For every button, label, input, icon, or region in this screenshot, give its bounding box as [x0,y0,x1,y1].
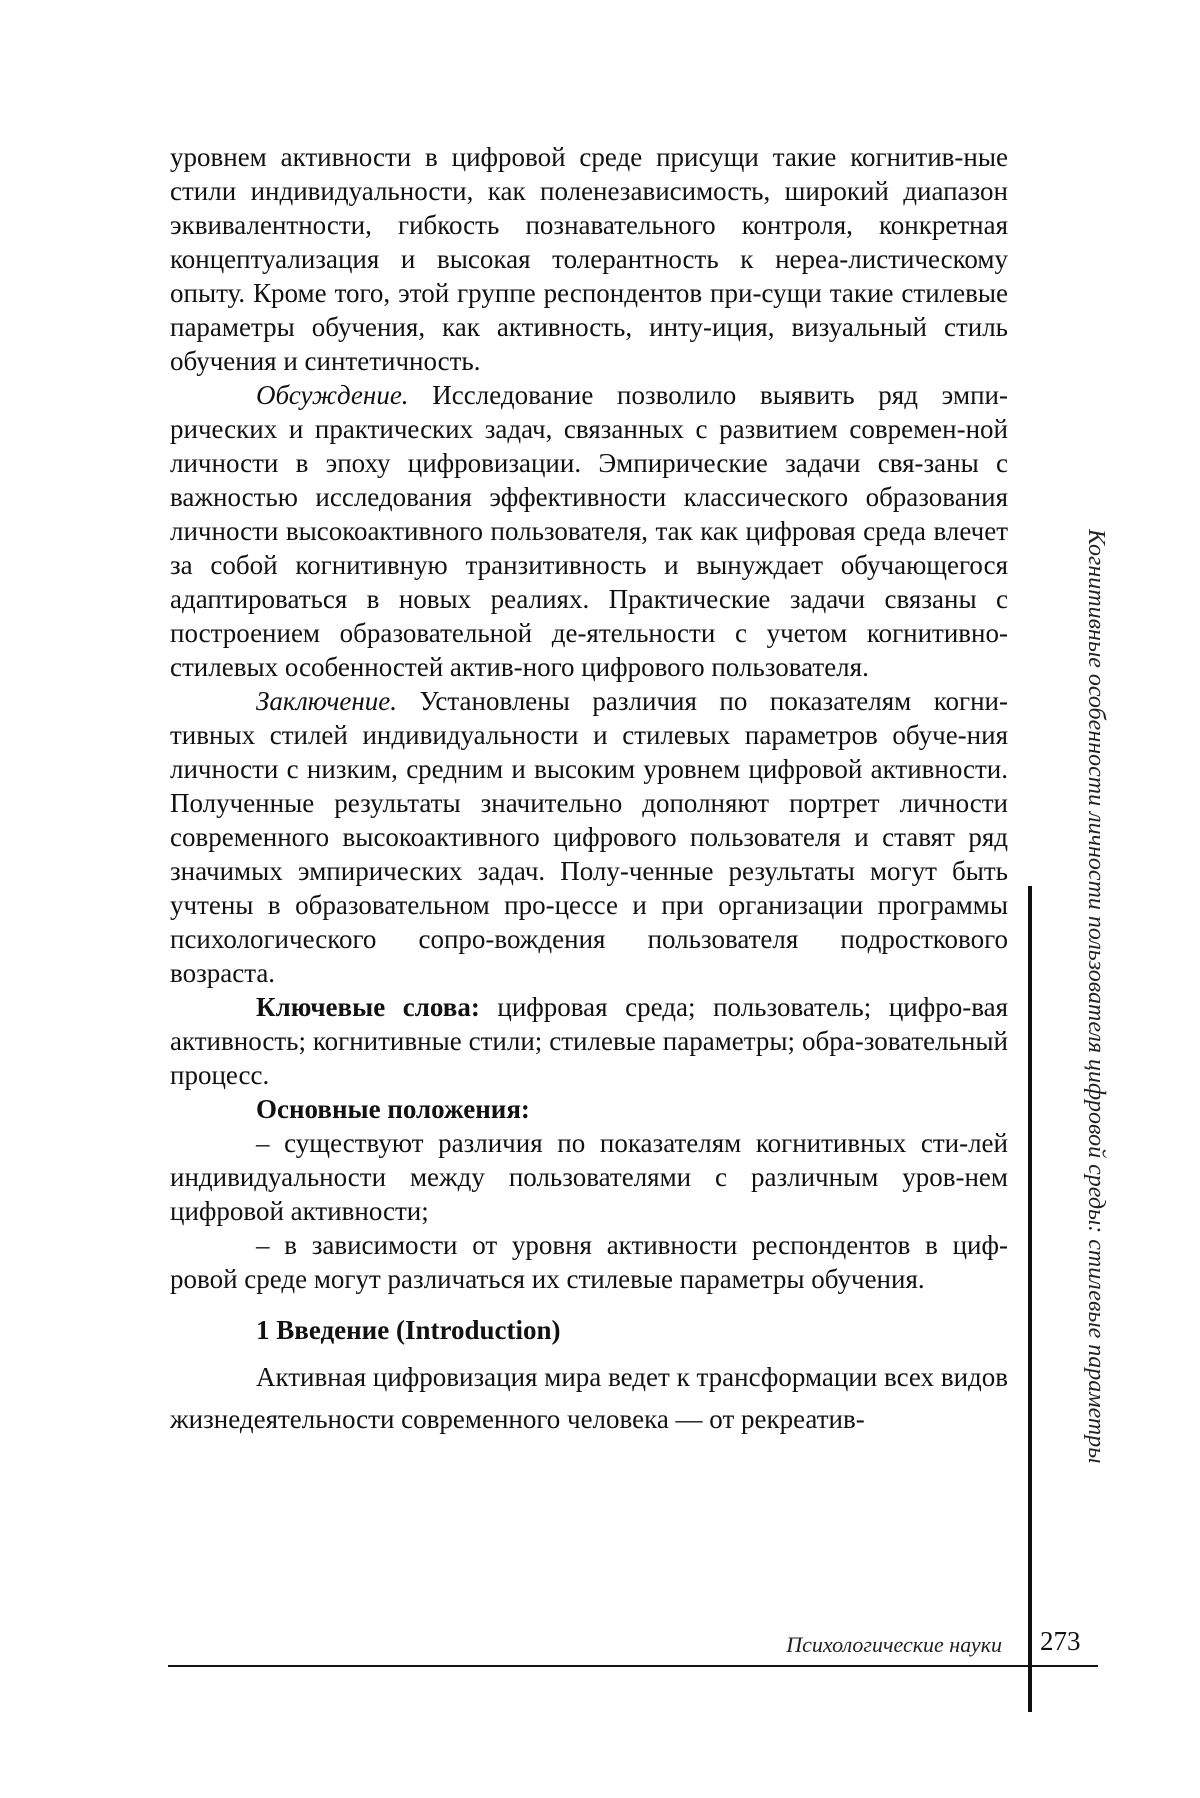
article-body [170,140,1008,1440]
conclusion-paragraph [170,684,1008,990]
conclusion-label: Заключение. [256,686,397,716]
footer-section-title: Психологические науки [600,1630,1002,1660]
discussion-text: Исследование позволило выявить ряд эмпи-рических и практических задач, связанных с развитием современ-ной личности в эпоху цифровизации. Эмпирические задачи свя-заны с важностью исследования эффективности классического образования личности высокоактивного пользователя, так как цифровая среда влечет за собой когнитивную транзитивность и вынуждает обучающегося адаптироваться в новых реалиях. Практические задачи связаны с построением образовательной де-ятельности с учетом когнитивно-стилевых особенностей актив-ного цифрового пользователя. [170,380,1008,682]
footer-rule [168,1665,1098,1667]
main-point-1: – существуют различия по показателям когнитивных сти-лей индивидуальности между пользователями с различным уров-нем цифровой активности; [170,1126,1008,1228]
page-number: 273 [1040,1624,1104,1658]
keywords-label: Ключевые слова: [256,992,480,1022]
conclusion-text: Установлены различия по показателям когни-тивных стилей индивидуальности и стилевых параметров обуче-ния личности с низким, средним и высоким уровнем цифровой активности. Полученные результаты значительно дополняют портрет личности современного высокоактивного цифрового пользователя и ставят ряд значимых эмпирических задач. Полу-ченные результаты могут быть учтены в образовательном про-цессе и при организации программы психологического сопро-вождения пользователя подросткового возраста. [170,686,1008,988]
keywords-text: цифровая среда; пользователь; цифро-вая активность; когнитивные стили; стилевые параметры; обра-зовательный процесс. [170,992,1008,1090]
keywords-paragraph [170,990,1008,1092]
discussion-paragraph [170,378,1008,684]
results-paragraph: уровнем активности в цифровой среде присущи такие когнитив-ные стили индивидуальности, как поленезависимость, широкий диапазон эквивалентности, гибкость познавательного контроля, конкретная концептуализация и высокая толерантность к нереа-листическому опыту. Кроме того, этой группе респондентов при-сущи такие стилевые параметры обучения, как активность, инту-иция, визуальный стиль обучения и синтетичность. [170,140,1008,378]
introduction-paragraph: Активная цифровизация мира ведет к трансформации всех видов жизнедеятельности современного человека — от рекреатив- [170,1356,1008,1440]
discussion-label: Обсуждение. [256,380,409,410]
side-running-title: Когнитивные особенности личности пользователя цифровой среды: стилевые параметры [1076,516,1116,1476]
main-points-heading: Основные положения: [170,1092,1008,1126]
main-point-2: – в зависимости от уровня активности респондентов в циф-ровой среде могут различаться их стилевые параметры обучения. [170,1228,1008,1296]
side-vertical-rule [1028,886,1032,1712]
section-heading: 1 Введение (Introduction) [170,1310,1008,1350]
